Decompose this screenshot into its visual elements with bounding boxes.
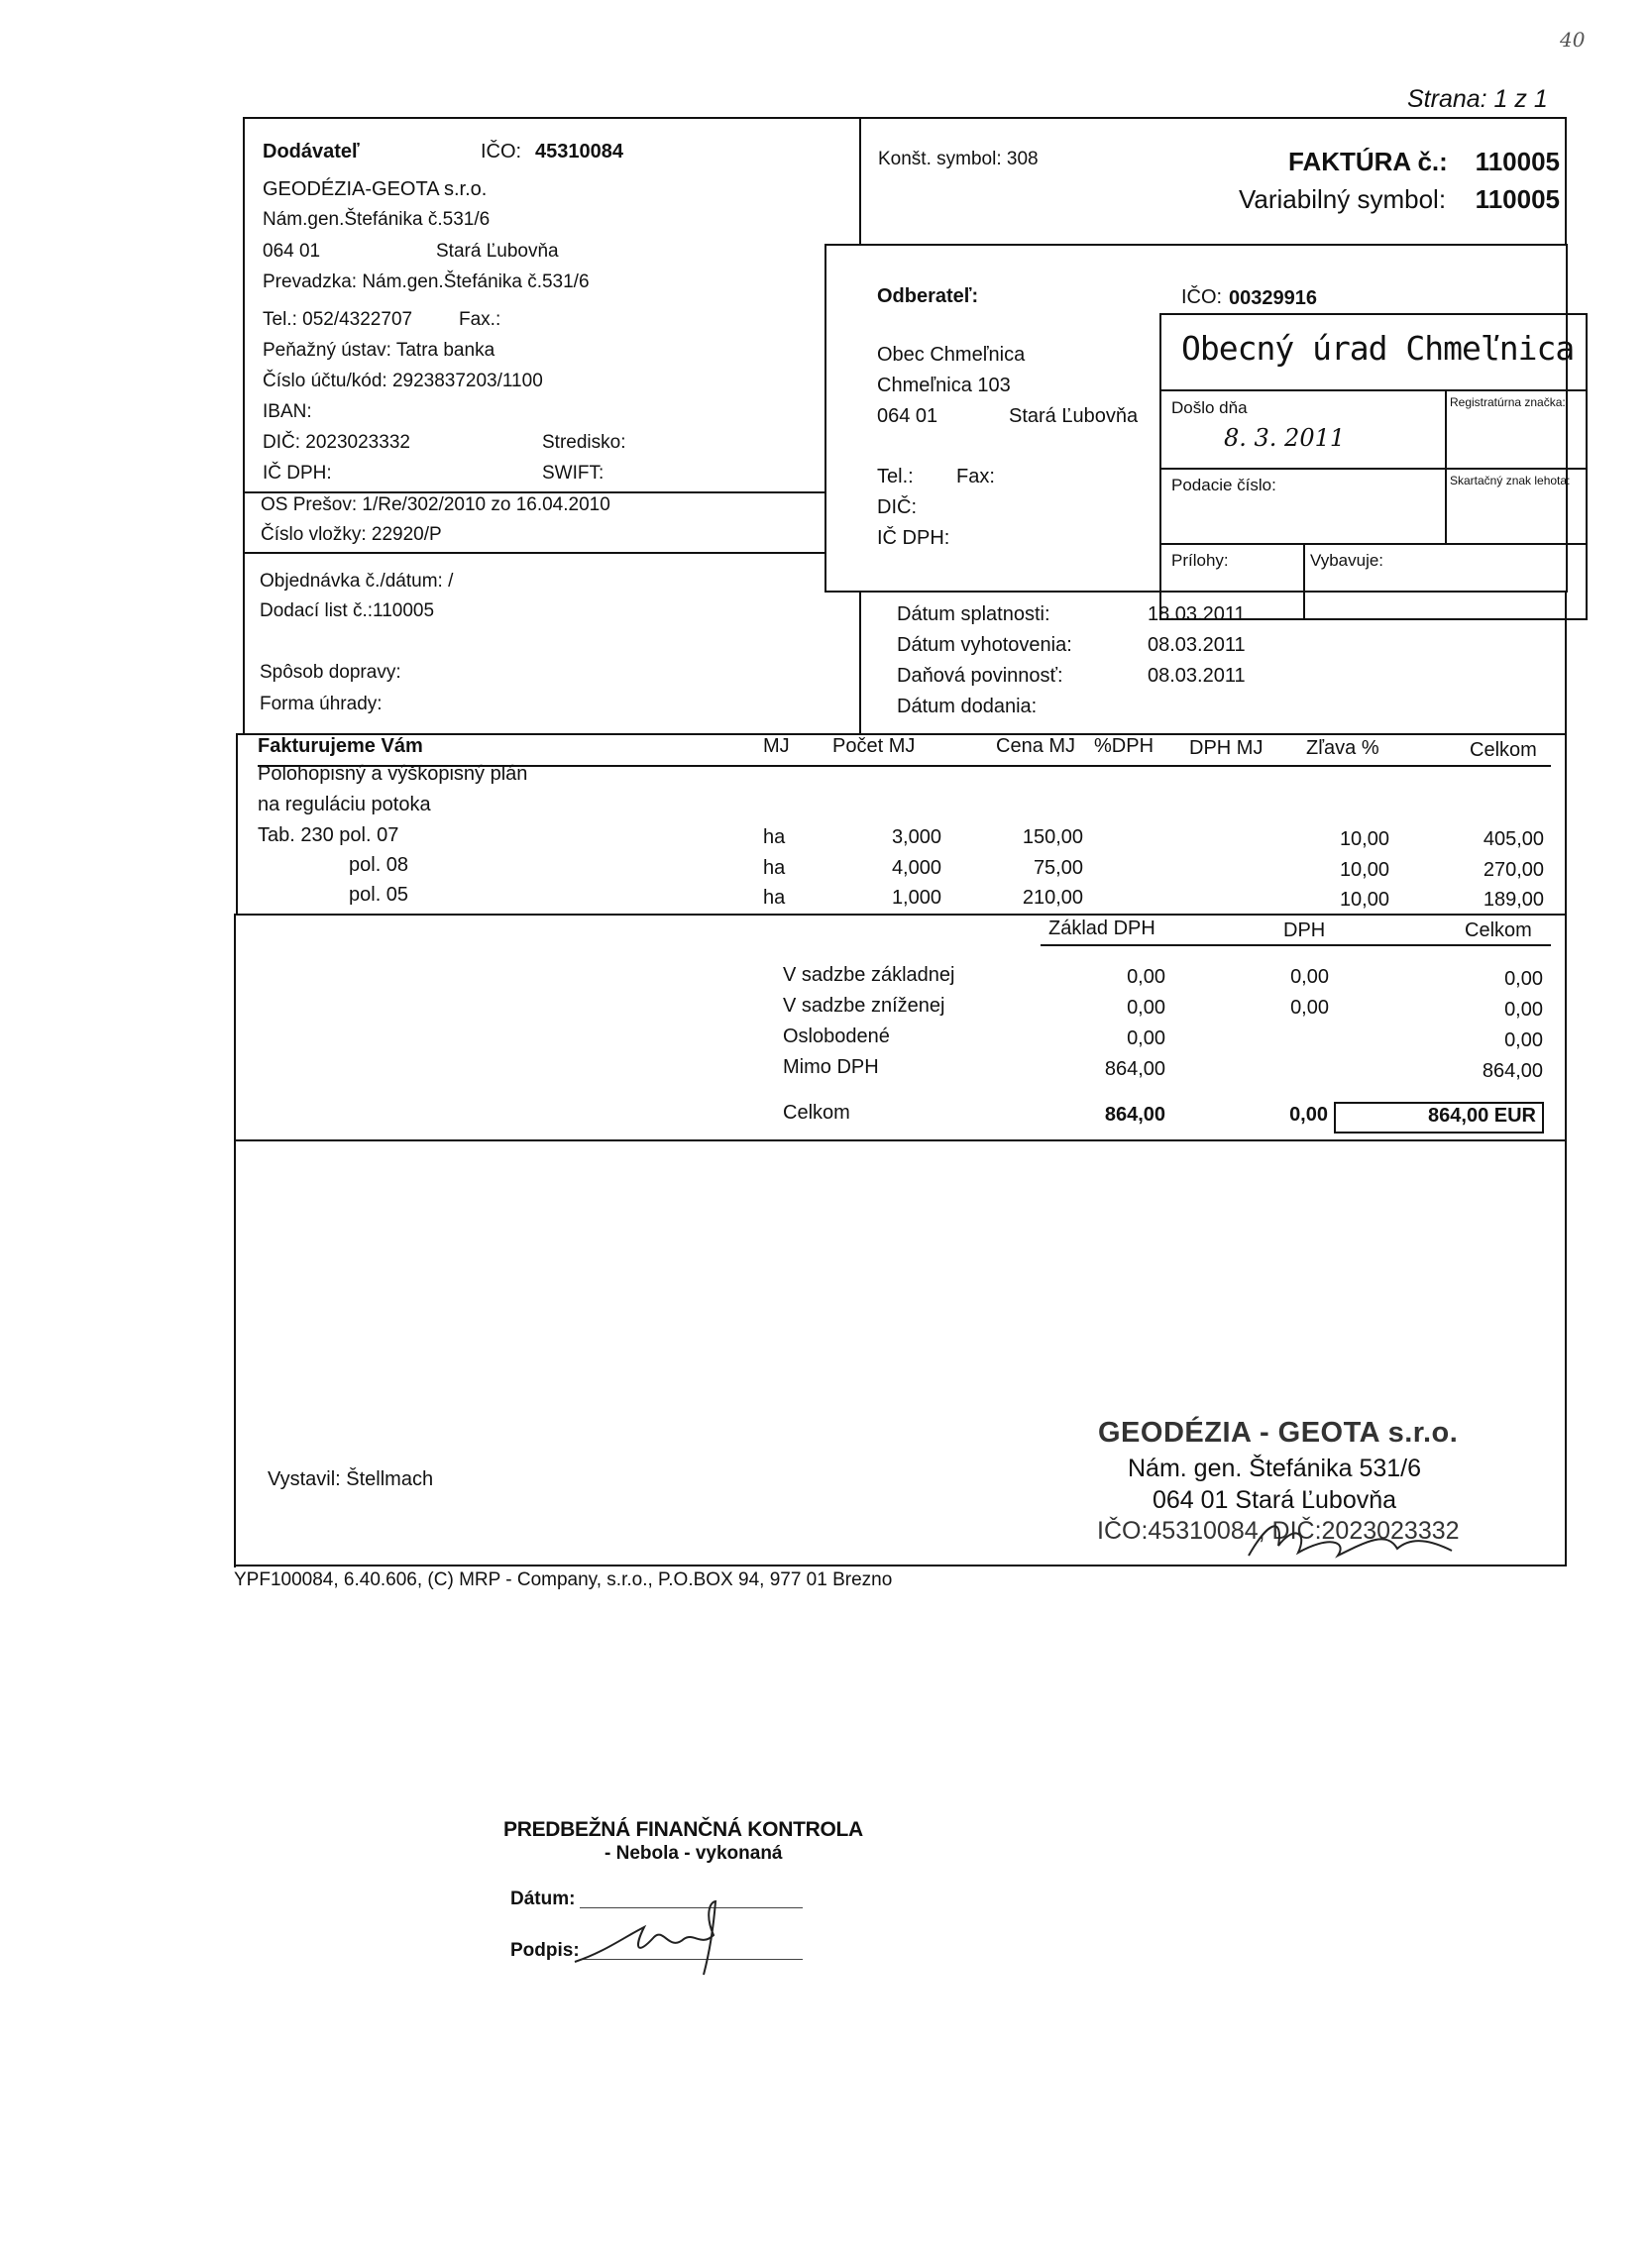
items-bottom-line	[236, 914, 1567, 916]
var-symbol: 110005	[1475, 184, 1560, 214]
items-header-zlava: Zľava %	[1306, 737, 1379, 759]
item-pocet: 1,000	[891, 887, 941, 909]
customer-zip: 064 01	[877, 405, 938, 427]
supplier-register-divider	[245, 491, 861, 493]
supplier-prevadzka: Prevadzka: Nám.gen.Štefánika č.531/6	[263, 271, 590, 292]
item-mj: ha	[763, 887, 786, 909]
item-celkom: 270,00	[1483, 859, 1544, 881]
control-stamp-subtitle: - Nebola - vykonaná	[605, 1843, 783, 1864]
summary-label: V sadzbe zníženej	[783, 995, 945, 1017]
summary-celkom: 864,00	[1482, 1060, 1543, 1082]
order-doprava: Spôsob dopravy:	[260, 662, 401, 683]
var-symbol-label: Variabilný symbol:	[1239, 184, 1447, 214]
item-cena: 210,00	[1022, 887, 1083, 909]
item-cena: 150,00	[1022, 826, 1083, 848]
summary-header-dph: DPH	[1283, 919, 1326, 941]
stamp-right	[1586, 313, 1588, 620]
stamp-prilohy-label: Prílohy:	[1171, 551, 1229, 570]
customer-city: Stará Ľubovňa	[1009, 405, 1139, 427]
customer-fax: Fax:	[956, 466, 995, 487]
supplier-iban: IBAN:	[263, 401, 312, 422]
date-vyhotovenie-label: Dátum vyhotovenia:	[897, 634, 1072, 656]
summary-bottom-line	[234, 1139, 1567, 1141]
company-stamp-name: GEODÉZIA - GEOTA s.r.o.	[1098, 1417, 1459, 1449]
stamp-doslo-date: 8. 3. 2011	[1224, 424, 1346, 452]
summary-header-underline	[1041, 944, 1551, 946]
footer-software: YPF100084, 6.40.606, (C) MRP - Company, s.r.o., P.O.BOX 94, 977 01 Brezno	[234, 1569, 893, 1590]
frame-top	[243, 117, 1567, 119]
items-header-mj: MJ	[763, 735, 790, 757]
supplier-header: Dodávateľ	[263, 141, 360, 162]
stamp-doslo-label: Došlo dňa	[1171, 398, 1248, 417]
summary-zaklad: 864,00	[1104, 1058, 1165, 1080]
summary-celkom: 0,00	[1504, 968, 1543, 990]
control-stamp-title: PREDBEŽNÁ FINANČNÁ KONTROLA	[503, 1818, 863, 1841]
supplier-ico-label: IČO:	[481, 141, 522, 162]
company-stamp-ids: IČO:45310084, DIČ:2023023332	[1097, 1517, 1460, 1545]
control-signature-icon	[565, 1897, 763, 1977]
summary-label: Oslobodené	[783, 1026, 890, 1047]
summary-zaklad: 0,00	[1127, 1027, 1165, 1049]
items-left	[236, 733, 238, 916]
corner-mark: 40	[1560, 28, 1586, 52]
item-mj: ha	[763, 857, 786, 879]
item-desc: pol. 05	[349, 884, 409, 906]
supplier-bottom-divider	[245, 552, 861, 554]
supplier-zip: 064 01	[263, 241, 321, 262]
customer-dic: DIČ:	[877, 496, 917, 518]
frame-left-upper	[243, 117, 245, 733]
items-header-celkom: Celkom	[1470, 739, 1537, 761]
item-mj: ha	[763, 826, 786, 848]
customer-ico: 00329916	[1229, 287, 1317, 309]
summary-total-zaklad: 864,00	[1104, 1104, 1165, 1126]
stamp-top	[1159, 313, 1588, 315]
items-desc-line-2: na reguláciu potoka	[258, 794, 431, 815]
customer-street: Chmeľnica 103	[877, 375, 1011, 396]
item-pocet: 4,000	[891, 857, 941, 879]
item-celkom: 189,00	[1483, 889, 1544, 911]
invoice-number: 110005	[1475, 147, 1560, 176]
stamp-left	[1159, 313, 1161, 620]
customer-header: Odberateľ:	[877, 285, 979, 307]
item-zlava: 10,00	[1339, 889, 1389, 911]
supplier-fax: Fax.:	[459, 309, 501, 330]
date-dodanie-label: Dátum dodania:	[897, 696, 1038, 717]
customer-ic-dph: IČ DPH:	[877, 527, 950, 549]
item-cena: 75,00	[1033, 857, 1083, 879]
invoice-title-label: FAKTÚRA č.:	[1288, 147, 1448, 176]
page-number: Strana: 1 z 1	[1407, 85, 1548, 113]
supplier-name: GEODÉZIA-GEOTA s.r.o.	[263, 178, 488, 200]
supplier-account: Číslo účtu/kód: 2923837203/1100	[263, 371, 543, 391]
issuer-signature-icon	[1239, 1501, 1467, 1570]
supplier-tel: Tel.: 052/4322707	[263, 309, 413, 330]
divider-order-dates	[859, 593, 861, 733]
date-splatnost: 18.03.2011	[1148, 603, 1246, 625]
item-zlava: 10,00	[1339, 859, 1389, 881]
supplier-swift: SWIFT:	[542, 463, 605, 484]
order-dodaci-list: Dodací list č.:110005	[260, 600, 435, 621]
stamp-vertical-1	[1445, 389, 1447, 543]
item-zlava: 10,00	[1339, 828, 1389, 850]
konst-symbol: Konšt. symbol: 308	[878, 149, 1039, 169]
item-celkom: 405,00	[1483, 828, 1544, 850]
supplier-ico: 45310084	[535, 141, 623, 162]
supplier-street: Nám.gen.Štefánika č.531/6	[263, 209, 491, 230]
summary-total-celkom: 864,00 EUR	[1428, 1105, 1536, 1127]
summary-zaklad: 0,00	[1127, 997, 1165, 1019]
company-stamp-city: 064 01 Stará Ľubovňa	[1153, 1486, 1397, 1514]
date-splatnost-label: Dátum splatnosti:	[897, 603, 1050, 625]
items-header-cena: Cena MJ	[996, 735, 1076, 757]
summary-header-zaklad: Základ DPH	[1048, 918, 1155, 939]
supplier-vlozka: Číslo vložky: 22920/P	[261, 524, 442, 545]
stamp-office-name: Obecný úrad Chmeľnica	[1181, 329, 1575, 368]
supplier-ic-dph: IČ DPH:	[263, 463, 332, 484]
supplier-stredisko: Stredisko:	[542, 432, 626, 453]
items-header-pocet: Počet MJ	[832, 735, 916, 757]
date-danova-label: Daňová povinnosť:	[897, 665, 1063, 687]
items-desc-line-1: Polohopisný a výškopisný plán	[258, 763, 528, 785]
customer-ico-label: IČO:	[1181, 286, 1223, 308]
supplier-register: OS Prešov: 1/Re/302/2010 zo 16.04.2010	[261, 494, 610, 515]
summary-left	[234, 914, 236, 1567]
customer-name: Obec Chmeľnica	[877, 344, 1026, 366]
summary-label: V sadzbe základnej	[783, 964, 955, 986]
summary-zaklad: 0,00	[1127, 966, 1165, 988]
summary-dph: 0,00	[1290, 966, 1329, 988]
company-stamp-street: Nám. gen. Štefánika 531/6	[1128, 1455, 1422, 1482]
order-objednavka: Objednávka č./dátum: /	[260, 571, 454, 592]
date-danova: 08.03.2011	[1148, 665, 1246, 687]
divider-supplier-invoice	[859, 117, 861, 246]
items-header-dph-mj: DPH MJ	[1189, 737, 1264, 759]
supplier-bank: Peňažný ústav: Tatra banka	[263, 340, 495, 361]
items-header-dph-pct: %DPH	[1094, 735, 1154, 757]
issuer-vystavil: Vystavil: Štellmach	[268, 1468, 434, 1490]
control-stamp-podpis-label: Podpis:	[510, 1940, 580, 1961]
stamp-vybavuje-label: Vybavuje:	[1310, 551, 1384, 570]
stamp-line-2	[1159, 468, 1588, 470]
summary-total-label: Celkom	[783, 1102, 850, 1124]
item-pocet: 3,000	[891, 826, 941, 848]
stamp-reg-label: Registratúrna značka:	[1450, 395, 1566, 409]
supplier-city: Stará Ľubovňa	[436, 241, 559, 262]
item-desc: Tab. 230 pol. 07	[258, 824, 399, 846]
stamp-podacie-label: Podacie číslo:	[1171, 476, 1276, 494]
items-header-desc: Fakturujeme Vám	[258, 735, 423, 757]
summary-celkom: 0,00	[1504, 999, 1543, 1021]
summary-label: Mimo DPH	[783, 1056, 879, 1078]
date-vyhotovenie: 08.03.2011	[1148, 634, 1246, 656]
supplier-dic: DIČ: 2023023332	[263, 432, 410, 453]
stamp-skart-label: Skartačný znak lehota:	[1450, 474, 1571, 487]
summary-header-celkom: Celkom	[1465, 919, 1532, 941]
stamp-vertical-2	[1303, 543, 1305, 620]
customer-tel: Tel.:	[877, 466, 914, 487]
stamp-line-3	[1159, 543, 1588, 545]
stamp-line-1	[1159, 389, 1588, 391]
item-desc: pol. 08	[349, 854, 409, 876]
order-uhrada: Forma úhrady:	[260, 694, 383, 714]
summary-celkom: 0,00	[1504, 1029, 1543, 1051]
summary-total-dph: 0,00	[1289, 1104, 1328, 1126]
summary-dph: 0,00	[1290, 997, 1329, 1019]
control-stamp-datum-label: Dátum:	[510, 1889, 576, 1909]
